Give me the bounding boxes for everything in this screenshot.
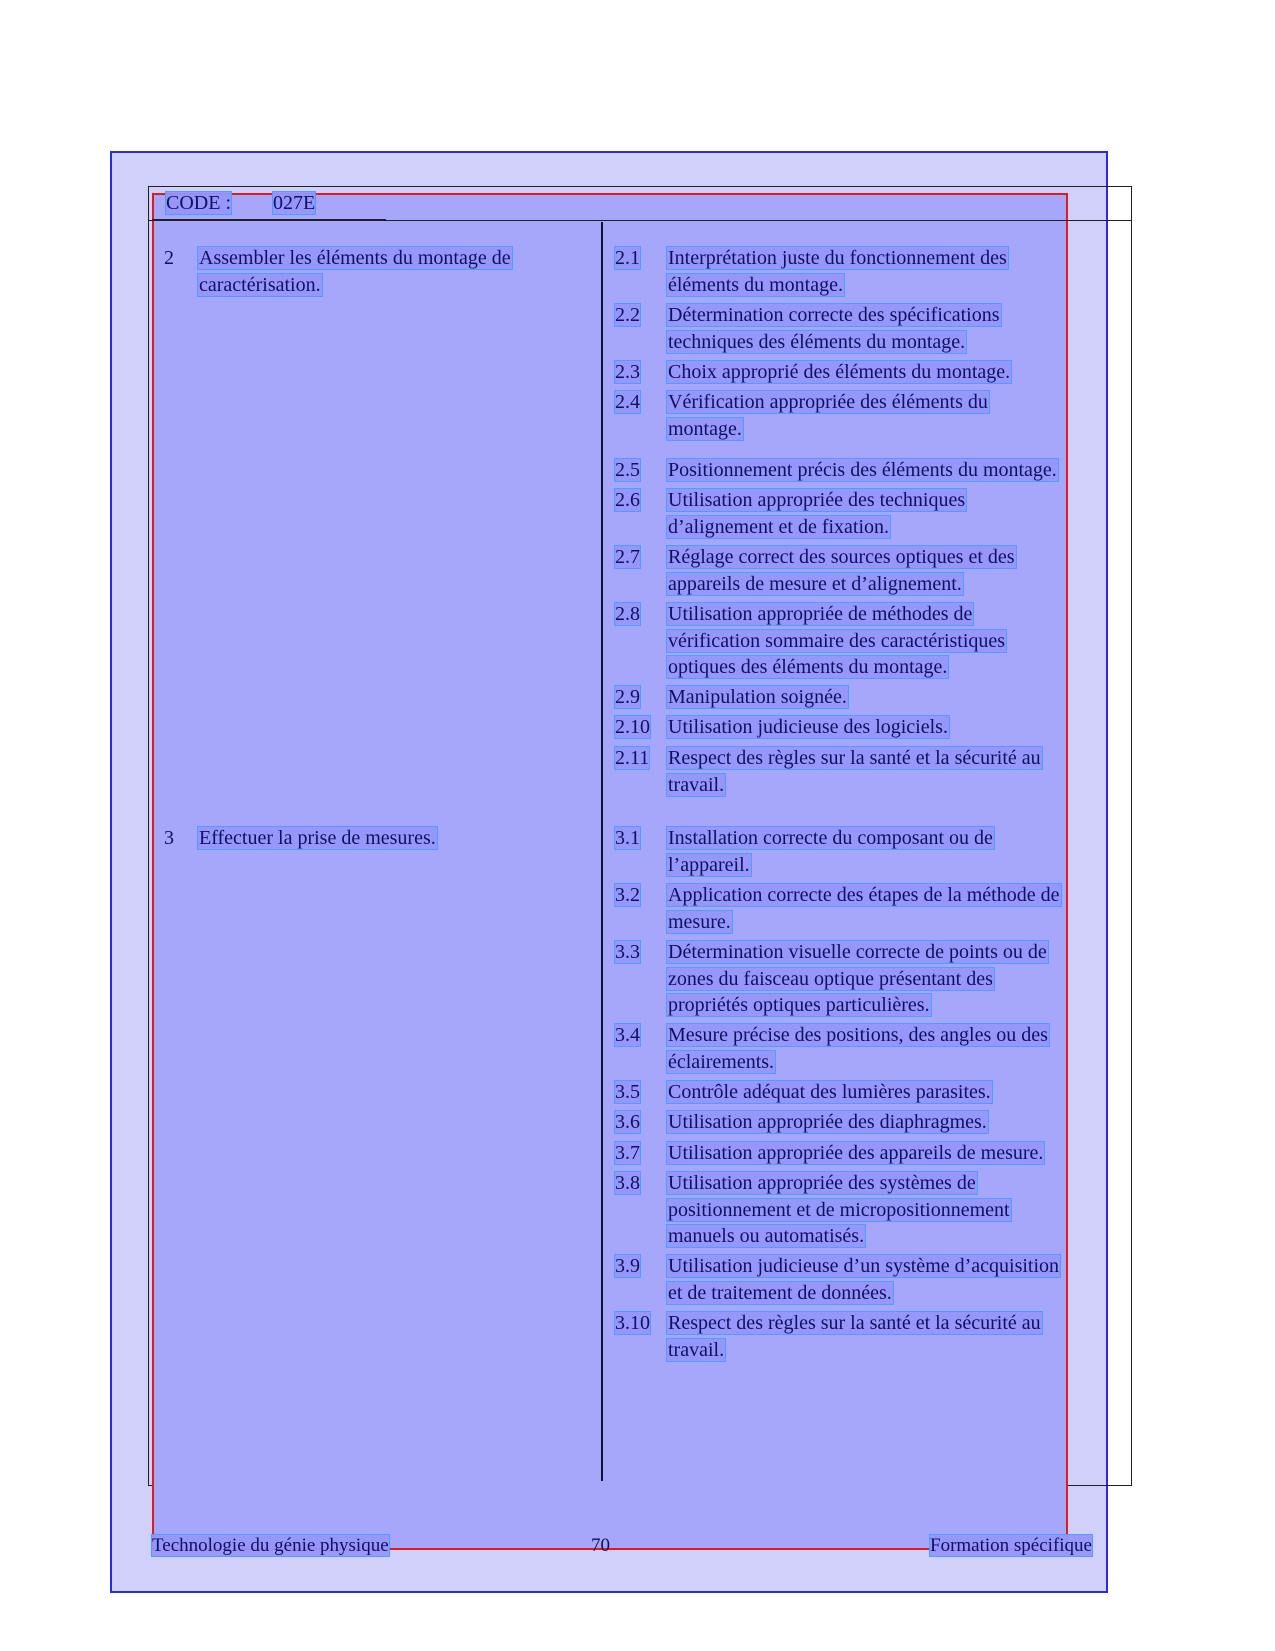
criterion-text-line: mesure.: [668, 910, 731, 933]
criterion-number: 3.1: [615, 827, 640, 849]
criterion-text-line: Vérification appropriée des éléments du: [668, 391, 988, 413]
criterion-text-line: propriétés optiques particulières.: [668, 994, 930, 1016]
footer-page-number: 70: [591, 1535, 610, 1556]
code-underline: [152, 219, 386, 220]
criterion-text-line: Utilisation appropriée des techniques: [668, 489, 966, 511]
criterion-number: 2.3: [615, 361, 640, 383]
criterion-number: 2.2: [615, 304, 640, 326]
criterion-text-line: travail.: [668, 773, 725, 796]
criterion-text-line: éclairements.: [668, 1050, 775, 1073]
element-text: [198, 825, 437, 852]
criterion-text-line: Utilisation appropriée des appareils de mesure.: [668, 1142, 1044, 1164]
criterion-number: 3.7: [615, 1142, 640, 1164]
criterion-text: [667, 487, 966, 540]
criterion-text: [667, 359, 1011, 386]
code-value: 027E: [273, 192, 316, 214]
element-number: 3: [164, 827, 174, 849]
criterion-number: 3.5: [615, 1081, 640, 1103]
criterion-text: [667, 1022, 1049, 1075]
criterion-number: 2.6: [615, 489, 640, 511]
criterion-text: [667, 939, 1048, 1019]
criterion-text-line: Utilisation appropriée des systèmes de: [668, 1172, 976, 1194]
criterion-text-line: Application correcte des étapes de la méthode de: [668, 884, 1060, 906]
criterion-text-line: Contrôle adéquat des lumières parasites.: [668, 1081, 991, 1103]
criterion-number: 3.2: [615, 884, 640, 906]
criterion-text: [667, 457, 1058, 484]
criterion-text-line: Respect des règles sur la santé et la sécurité au: [668, 1312, 1041, 1334]
criterion-number: 2.9: [615, 686, 640, 708]
element-text: [198, 245, 512, 298]
criterion-text-line: Manipulation soignée.: [668, 686, 847, 708]
criterion-number: 2.8: [615, 603, 640, 625]
criterion-number: 2.7: [615, 546, 640, 568]
criterion-text: [667, 684, 848, 711]
criterion-text: [667, 1140, 1044, 1167]
column-divider: [601, 222, 603, 1481]
criterion-text-line: Positionnement précis des éléments du montage.: [668, 459, 1057, 481]
criterion-text-line: zones du faisceau optique présentant des: [668, 967, 993, 990]
criterion-text-line: Choix approprié des éléments du montage.: [668, 361, 1011, 383]
criterion-text-line: Détermination visuelle correcte de points ou de: [668, 941, 1047, 963]
criterion-text-line: positionnement et de micropositionnement: [668, 1198, 1010, 1221]
criterion-text-line: l’appareil.: [668, 853, 750, 876]
criterion-number: 3.6: [615, 1111, 640, 1133]
criterion-text: [667, 245, 1008, 298]
element-text-line: Assembler les éléments du montage de: [199, 247, 511, 269]
criterion-text-line: Utilisation judicieuse des logiciels.: [668, 716, 948, 738]
element-text-line: caractérisation.: [199, 273, 321, 296]
element-number: 2: [164, 247, 174, 269]
criterion-number: 3.10: [615, 1312, 650, 1334]
criterion-text: [667, 1079, 992, 1106]
criterion-text: [667, 1253, 1060, 1306]
criterion-text: [667, 882, 1061, 935]
criterion-text-line: techniques des éléments du montage.: [668, 330, 966, 353]
criterion-text-line: Réglage correct des sources optiques et des: [668, 546, 1015, 568]
criterion-text: [667, 302, 1001, 355]
criterion-text-line: Respect des règles sur la santé et la sécurité au: [668, 747, 1041, 769]
criterion-text: [667, 714, 949, 741]
criterion-number: 2.5: [615, 459, 640, 481]
criterion-text-line: et de traitement de données.: [668, 1281, 892, 1304]
criterion-text: [667, 745, 1042, 798]
footer-section: Formation spécifique: [930, 1535, 1092, 1556]
criterion-number: 2.11: [615, 747, 650, 769]
criterion-text: [667, 389, 989, 442]
criterion-number: 2.4: [615, 391, 640, 413]
criterion-text-line: vérification sommaire des caractéristiques: [668, 629, 1006, 652]
criterion-text: [667, 1170, 1011, 1250]
criterion-text-line: d’alignement et de fixation.: [668, 515, 890, 538]
criterion-text-line: Utilisation appropriée de méthodes de: [668, 603, 973, 625]
criterion-text-line: éléments du montage.: [668, 273, 843, 296]
criterion-text: [667, 825, 994, 878]
criterion-text-line: Interprétation juste du fonctionnement des: [668, 247, 1007, 269]
footer-program: Technologie du génie physique: [152, 1535, 389, 1556]
criterion-text-line: Utilisation appropriée des diaphragmes.: [668, 1111, 987, 1133]
element-text-line: Effectuer la prise de mesures.: [199, 827, 436, 849]
criterion-number: 3.8: [615, 1172, 640, 1194]
criterion-number: 3.3: [615, 941, 640, 963]
criterion-text: [667, 601, 1006, 681]
criterion-number: 3.4: [615, 1024, 640, 1046]
criterion-text: [667, 1310, 1042, 1363]
criterion-number: 2.1: [615, 247, 640, 269]
criterion-text-line: Mesure précise des positions, des angles ou des: [668, 1024, 1048, 1046]
criterion-text: [667, 1109, 988, 1136]
criterion-text-line: appareils de mesure et d’alignement.: [668, 572, 962, 595]
criterion-text-line: Détermination correcte des spécifications: [668, 304, 1000, 326]
criterion-number: 2.10: [615, 716, 650, 738]
criterion-number: 3.9: [615, 1255, 640, 1277]
criterion-text-line: Installation correcte du composant ou de: [668, 827, 993, 849]
criterion-text-line: Utilisation judicieuse d’un système d’acquisition: [668, 1255, 1060, 1277]
criterion-text-line: optiques des éléments du montage.: [668, 656, 948, 678]
header-rule: [148, 220, 1132, 221]
criterion-text-line: travail.: [668, 1338, 725, 1361]
criterion-text-line: montage.: [668, 417, 742, 440]
criterion-text-line: manuels ou automatisés.: [668, 1225, 865, 1247]
criterion-text: [667, 544, 1016, 597]
code-label: CODE :: [166, 192, 231, 214]
